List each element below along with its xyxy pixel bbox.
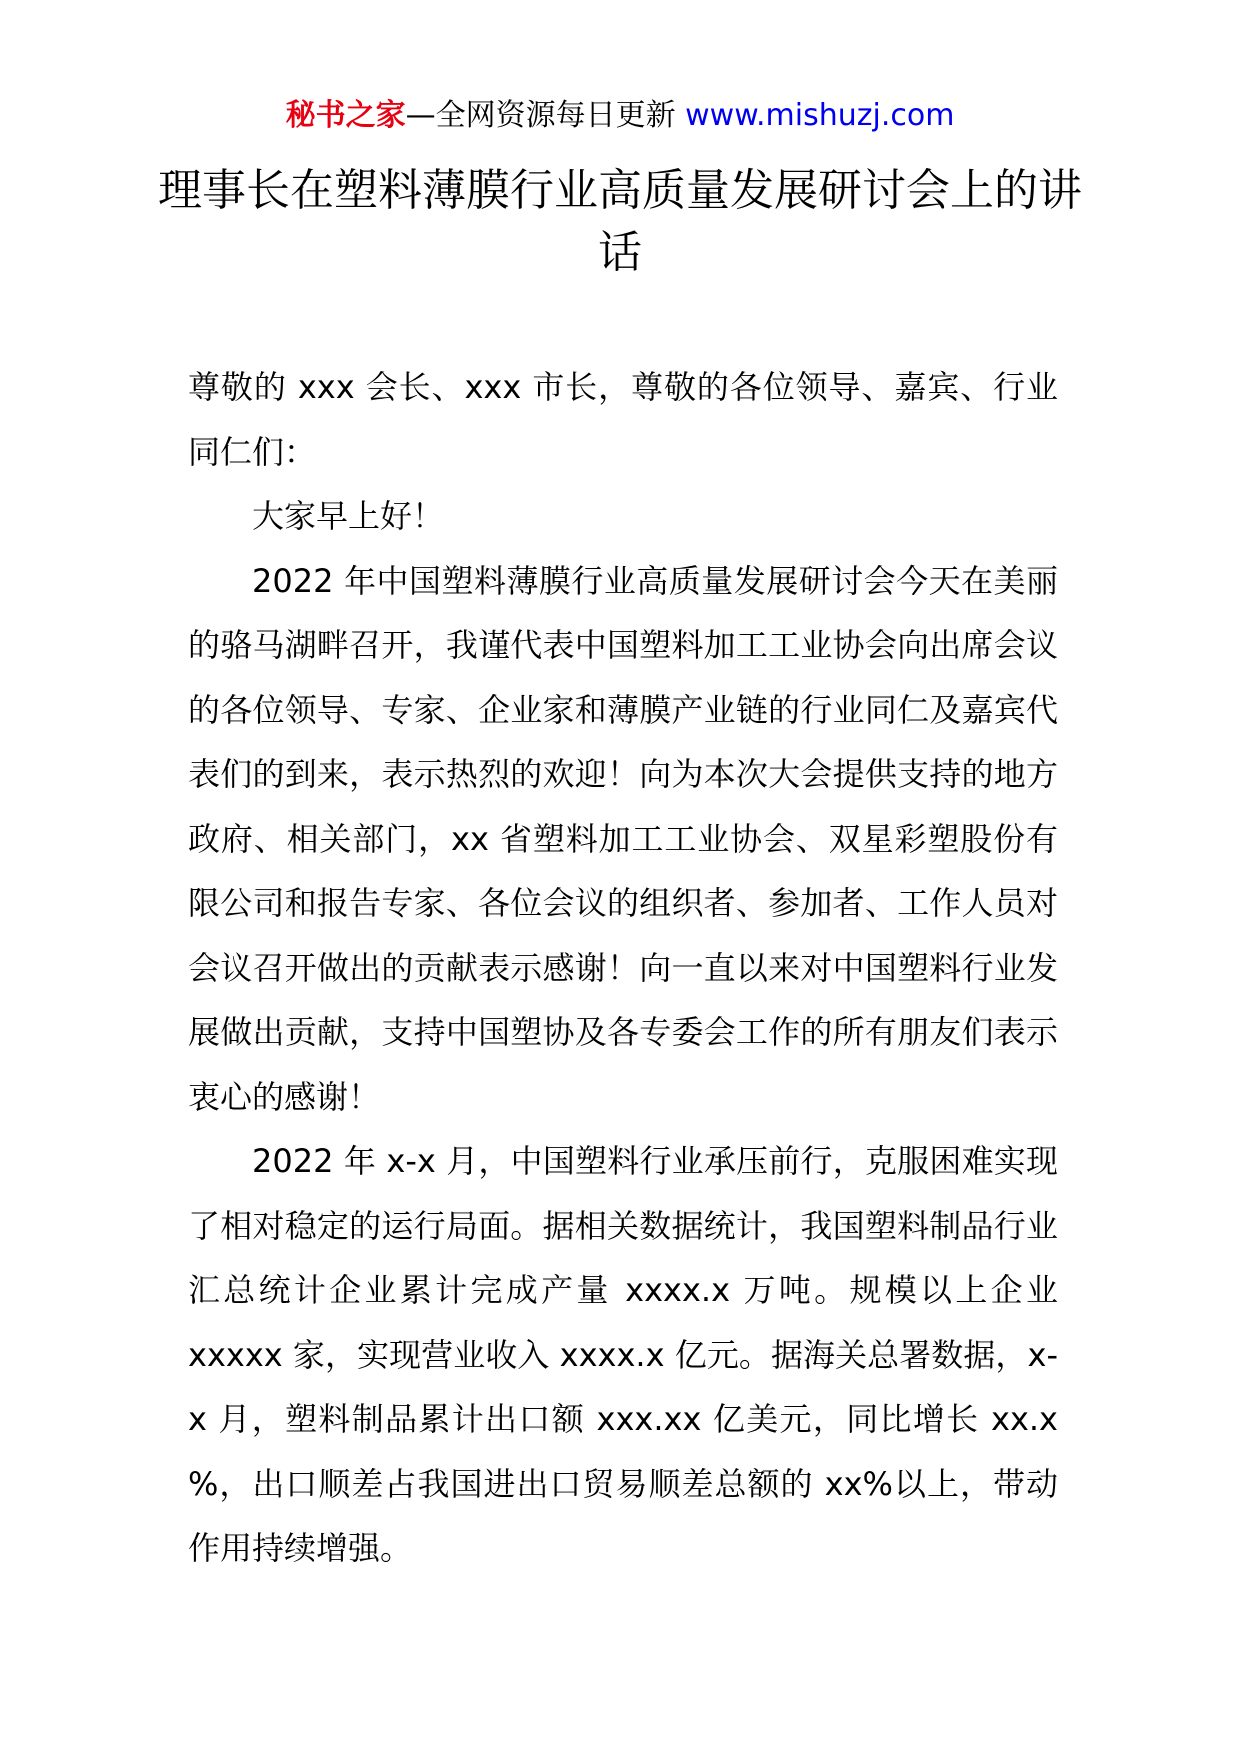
salutation: 尊敬的 xxx 会长、xxx 市长，尊敬的各位领导、嘉宾、行业同仁们：	[188, 368, 1058, 471]
brand-name: 秘书之家	[285, 98, 406, 133]
document-title: 理事长在塑料薄膜行业高质量发展研讨会上的讲话	[158, 165, 1082, 278]
greeting: 大家早上好！	[252, 497, 445, 535]
site-header	[0, 96, 1240, 136]
paragraph: 2022 年 x-x 月，中国塑料行业承压前行，克服困难实现了相对稳定的运行局面。据相关数据统计，我国塑料制品行业汇总统计企业累计完成产量 xxxx.x 万吨。规模以上企业 xxxxx 家，实现营业收入 xxxx.x 亿元。据海关总署数据，x-x 月，塑料制品累计出口额 xxx.xx 亿美元，同比增长 xx.x %，出口顺差占我国进出口贸易顺差总额的 xx%以上，带动作用持续增强。	[188, 1142, 1058, 1567]
site-url-link[interactable]: www.mishuzj.com	[685, 98, 955, 133]
document-body	[188, 355, 1058, 1581]
paragraph: 2022 年中国塑料薄膜行业高质量发展研讨会今天在美丽的骆马湖畔召开，我谨代表中国塑料加工工业协会向出席会议的各位领导、专家、企业家和薄膜产业链的行业同仁及嘉宾代表们的到来，表示热烈的欢迎！向为本次大会提供支持的地方政府、相关部门，xx 省塑料加工工业协会、双星彩塑股份有限公司和报告专家、各位会议的组织者、参加者、工作人员对会议召开做出的贡献表示感谢！向一直以来对中国塑料行业发展做出贡献，支持中国塑协及各专委会工作的所有朋友们表示衷心的感谢！	[188, 561, 1058, 1116]
header-tagline: —全网资源每日更新	[405, 98, 686, 133]
